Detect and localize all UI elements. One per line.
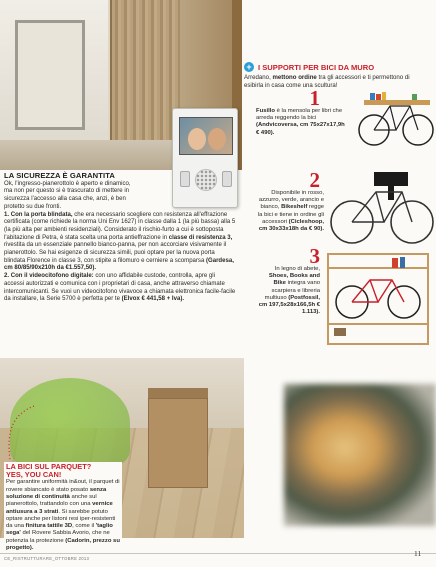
bike-mounts-header [244,62,434,89]
parquet-body: Per garantire uniformità in&out, il parquet di rovere sbiancato è stato posato senza soluzione di continuità anche sul pianerottolo, trattandolo con una vernice antiusura a 3 strati. Si sarebbe potuto optare anche per listoni resi iper-resistenti da una finitura tattile 3D, come il 'taglio sega' del Rovere Sabbia Avorio, che ne potenzia la protezione (Cadorin, prezzo su progetto). [6,479,120,552]
page-number: 11 [414,549,422,558]
footer-rule [0,553,436,554]
bike-shelf-photo [350,92,434,148]
parquet-box [4,462,122,553]
security-article [4,172,236,304]
parquet-title-2: YES, YOU CAN! [6,470,62,480]
bike-mounts-title: I SUPPORTI PER BICI DA MURO [258,62,375,72]
security-title: LA SICUREZZA È GARANTITA [4,171,115,180]
parquet-title-1: LA BICI SUL PARQUET? [6,462,92,471]
shoes-books-bike-photo [322,252,434,346]
security-point-2: 2. Con il videocitofono digitale: con uno affidabile custode, controlla, apre gli accessi autorizzati e comunica con i proprietari di casa, anche attraverso chiamate intercomunicanti. Se vuoi un videocitofono vivavoce a chiamata elettronica facile-facile da installare, la Serie 5700 è perfetta per te (Elvox € 441,58 + Iva). [4,273,236,303]
dotted-arrow-icon [4,404,38,464]
item-number-2: 2 [309,168,320,192]
footer-label: CE_RISTRUTTURARE_OTTOBRE 2013 [4,556,90,561]
blurred-photo [284,384,436,526]
plus-icon: + [244,62,254,72]
item-text-3: In legno di abete, Shoes, Books and Bike integra vano scarpiera e libreria multiuso (Postfossil, cm 197,5x28x166,5h € 1.113). [258,266,320,316]
security-point-1: 1. Con la porta blindata, che era necessario scegliere con resistenza all'effrazione certificata (come richiede la norma Uni Env 1627) in classe dalla 1 (la più bassa) alla 5 (la più alta per ambienti residenziali). Considerato il rischio-furto a cui è sottoposta l'abitazione di Petra, è stata scelta una porta antieffrazione in classe di resistenza 3, rivestita da un essenziale pannello bianco-panna, per non accorciare visivamente il pianerottolo. Se hai esigenze di sicurezza simili, puoi optare per la nuova porta blindata Florence in classe 3, con stipite a filomuro e cerniere a scomparsa (Gardesa, cm 80/85/90x210h da €1.557,50). [4,211,236,272]
security-intro: Ok, l'ingresso-pianerottolo è aperto e dinamico, ma non per questo si è trascurato di mettere in sicurezza l'accesso alla casa che, anzi, è ben protetto su due fronti. [4,180,131,210]
bikeshelf-photo [328,170,434,246]
item-number-1: 1 [309,86,320,110]
bike-mounts-intro: Arredano, mettono ordine tra gli accessori e ti permettono di esibirla in casa come una scultura! [244,74,410,89]
item-number-3: 3 [309,244,320,268]
item-text-1: Fusillo è la mensola per libri che arreda reggendo la bici (Andvicoversa, cm 75x27x17,9h € 490). [256,108,345,136]
item-text-2: Disponibile in rosso, azzurro, verde, arancio e bianco, Bikeshelf regge la bici e tiene in ordine gli accessori (Cicleshoop, cm 30x33x18h da € 90). [257,190,324,233]
